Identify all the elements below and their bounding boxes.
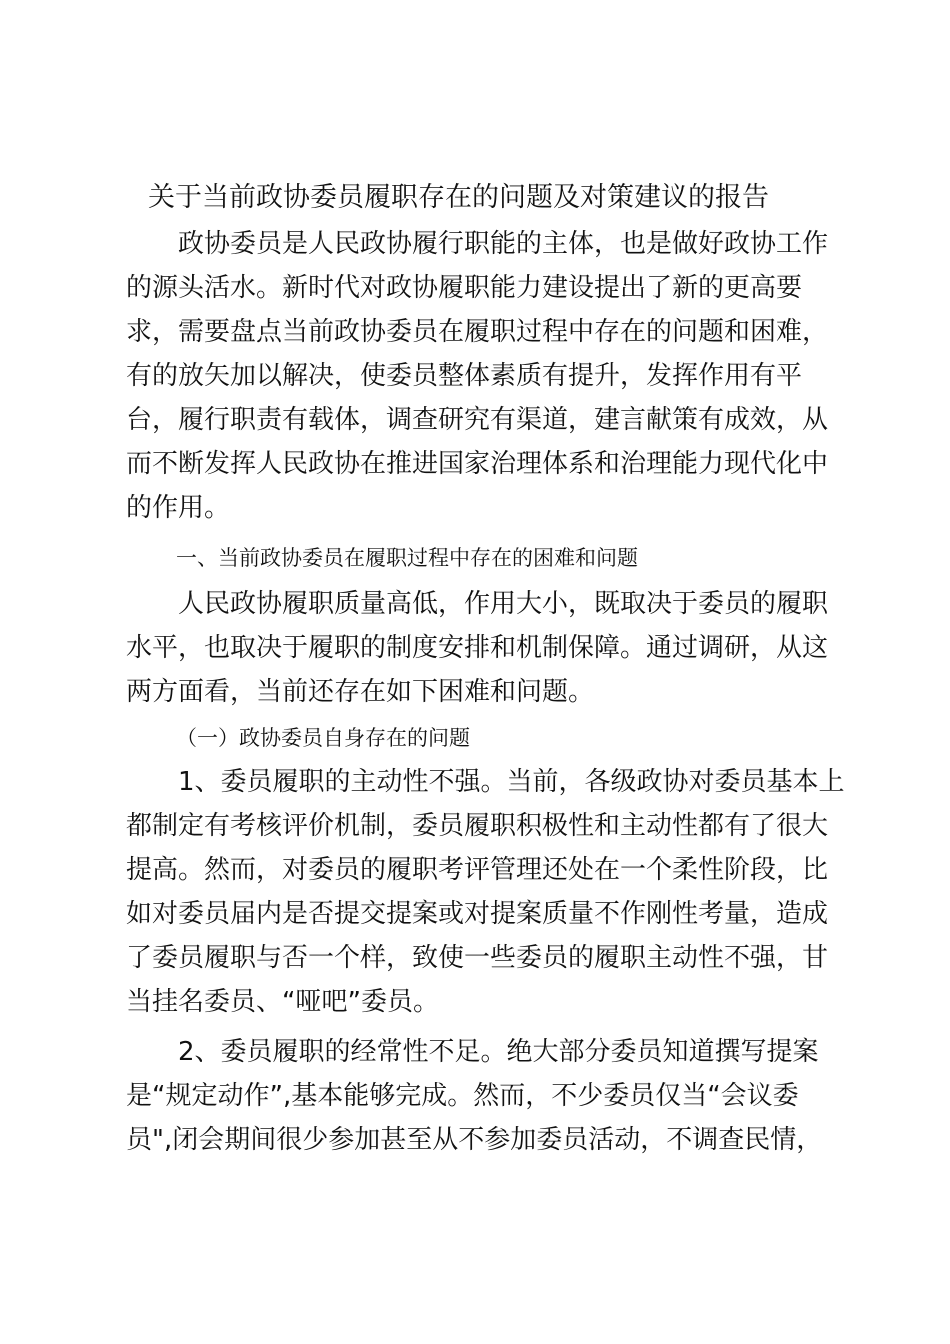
intro-line: 的源头活水。新时代对政协履职能力建设提出了新的更高要 — [126, 273, 803, 303]
intro-line: 有的放矢加以解决，使委员整体素质有提升，发挥作用有平 — [126, 361, 803, 391]
point2-paragraph — [126, 1030, 836, 1162]
section1-line: 水平，也取决于履职的制度安排和机制保障。通过调研，从这 — [126, 633, 829, 663]
intro-paragraph — [126, 222, 836, 530]
point1-line: 1、委员履职的主动性不强。当前，各级政协对委员基本上 — [126, 767, 845, 797]
intro-line: 求，需要盘点当前政协委员在履职过程中存在的问题和困难， — [126, 317, 829, 347]
intro-line: 台，履行职责有载体，调查研究有渠道，建言献策有成效，从 — [126, 405, 829, 435]
intro-line: 而不断发挥人民政协在推进国家治理体系和治理能力现代化中 — [126, 449, 829, 479]
point2-line: 员",闭会期间很少参加甚至从不参加委员活动，不调查民情， — [126, 1125, 823, 1155]
section1-line: 人民政协履职质量高低，作用大小，既取决于委员的履职 — [126, 589, 829, 619]
document-title: 关于当前政协委员履职存在的问题及对策建议的报告 — [148, 182, 769, 213]
point1-line: 了委员履职与否一个样，致使一些委员的履职主动性不强，甘 — [126, 943, 829, 973]
point1-line: 都制定有考核评价机制，委员履职积极性和主动性都有了很大 — [126, 811, 829, 841]
point1-line: 当挂名委员、“哑吧”委员。 — [126, 987, 439, 1017]
intro-line: 政协委员是人民政协履行职能的主体，也是做好政协工作 — [126, 229, 829, 259]
point1-line: 提高。然而，对委员的履职考评管理还处在一个柔性阶段，比 — [126, 855, 829, 885]
intro-line: 的作用。 — [126, 493, 231, 523]
section-heading: 一、当前政协委员在履职过程中存在的困难和问题 — [176, 546, 638, 570]
section1-line: 两方面看，当前还存在如下困难和问题。 — [126, 677, 595, 707]
point1-paragraph — [126, 760, 845, 1024]
subsection-heading: （一）政协委员自身存在的问题 — [176, 726, 470, 750]
section1-paragraph — [126, 582, 836, 714]
point2-line: 2、委员履职的经常性不足。绝大部分委员知道撰写提案 — [126, 1037, 819, 1067]
point2-line: 是“规定动作”,基本能够完成。然而，不少委员仅当“会议委 — [126, 1081, 799, 1111]
point1-line: 如对委员届内是否提交提案或对提案质量不作刚性考量，造成 — [126, 899, 829, 929]
